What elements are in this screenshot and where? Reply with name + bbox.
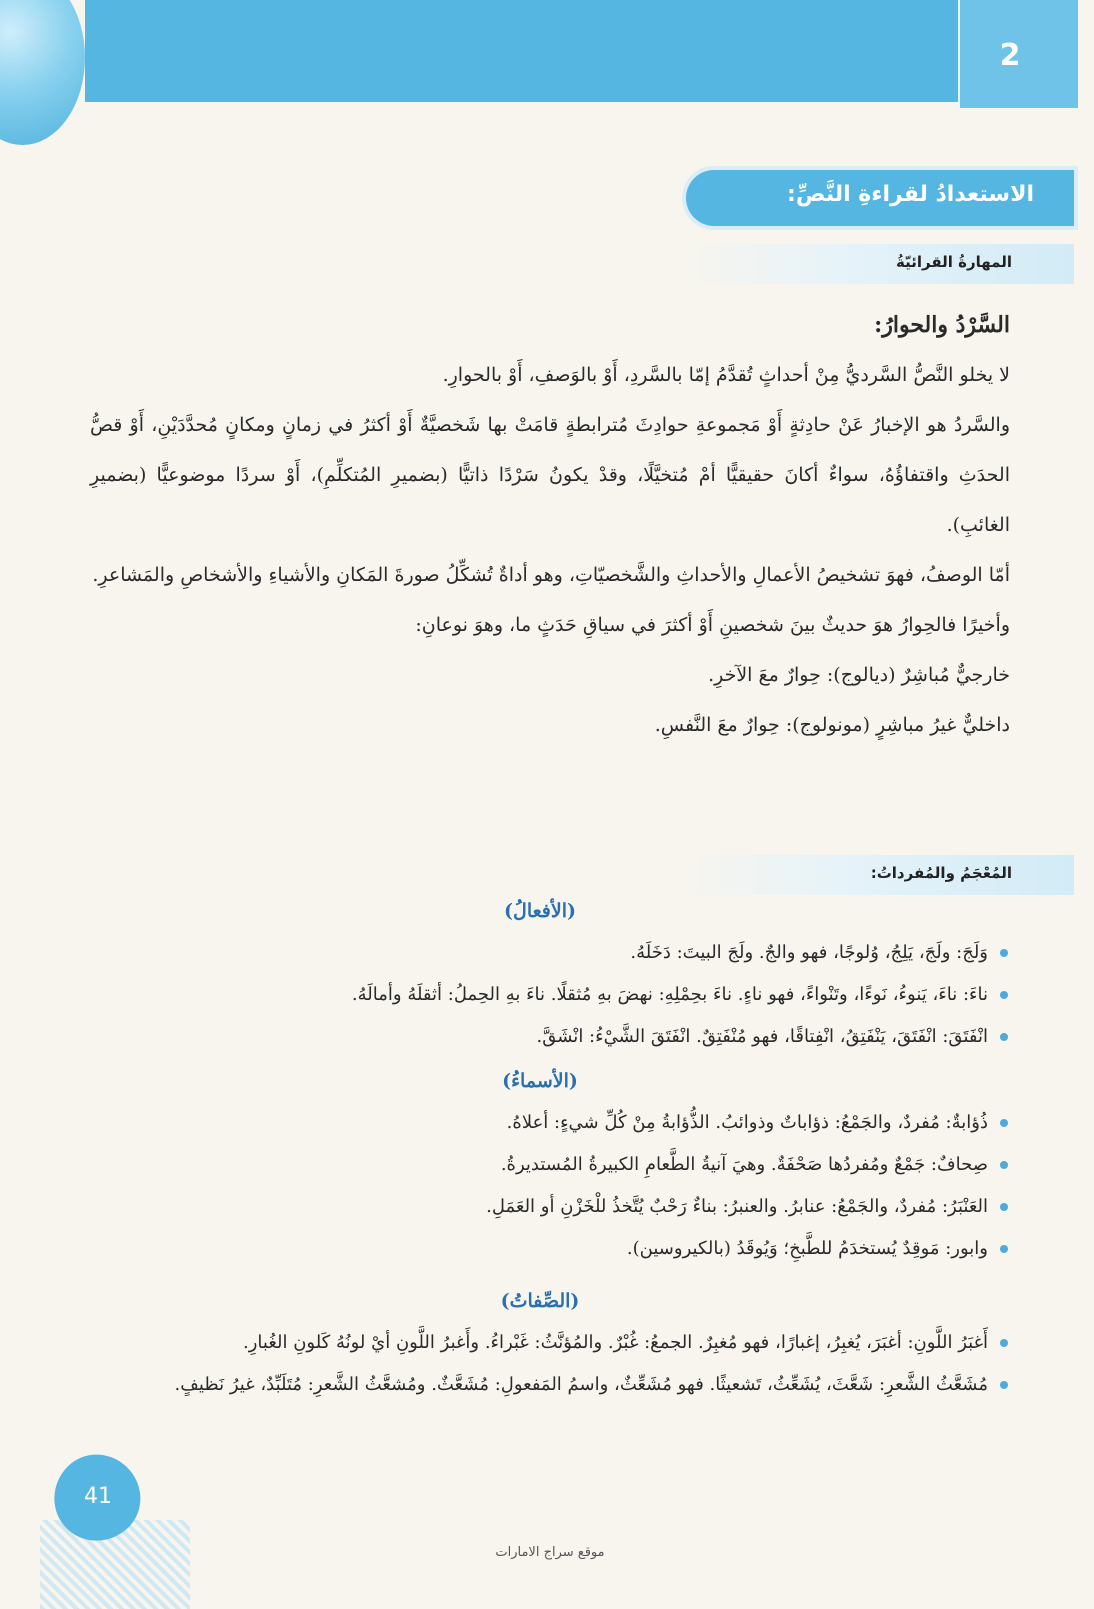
page-number: 41: [84, 1484, 112, 1509]
footer-text: موقع سراج الامارات: [495, 1545, 605, 1560]
paragraph: أمّا الوصفُ، فهوَ تشخيصُ الأعمالِ والأحداثِ والشَّخصيّاتِ، وهو أداةٌ تُشكِّلُ صورةَ المَكانِ والأشياءِ والأشخاصِ والمَشاعرِ.: [92, 564, 1010, 586]
section-title: الاستعدادُ لقراءةِ النَّصِّ:: [787, 182, 1034, 207]
adjectives-list: [70, 1322, 1010, 1406]
paragraph: خارجيٌّ مُباشِرٌ (ديالوج): حِوارٌ معَ الآخرِ.: [708, 664, 1010, 686]
list-item: العَنْبَرُ: مُفردٌ، والجَمْعُ: عنابرُ. والعنبرُ: بناءٌ رَحْبٌ يُتَّخذُ للْخَزْنِ أو العَمَلِ.: [70, 1186, 1010, 1228]
list-item: وابور: مَوقِدٌ يُستخدَمُ للطَّبخِ؛ وَيُوقَدُ (بالكيروسين).: [70, 1228, 1010, 1270]
nouns-list: [70, 1102, 1010, 1270]
unit-number: 2: [999, 38, 1021, 73]
adjectives-heading: (الصِّفاتُ): [500, 1290, 580, 1312]
list-item: صِحافٌ: جَمْعٌ ومُفردُها صَحْفَةٌ. وهيَ آنيةُ الطَّعامِ الكبيرةُ المُستديرةُ.: [70, 1144, 1010, 1186]
narration-dialogue-title: السَّرْدُ والحوارُ:: [874, 312, 1010, 338]
list-item: مُشَعَّثُ الشَّعرِ: شَعَّثَ، يُشَعِّثُ، تَشعيثًا. فهو مُشَعِّثٌ، واسمُ المَفعولِ: مُشَعَّثٌ. ومُشعَّثُ الشَّعرِ: مُتَلَبِّدٌ، غيرُ نَظيفٍ.: [70, 1364, 1010, 1406]
corner-decoration: [0, 0, 85, 145]
list-item: أَغبَرُ اللَّونِ: أغبَرَ، يُغبِرُ، إغبارًا، فهو مُغبِرٌ. الجمعُ: غُبْرٌ. والمُؤنَّثُ: غَبْراءُ. وأَغبرُ اللَّونِ أيْ لونُهُ كَلونِ الغُبارِ.: [70, 1322, 1010, 1364]
header-band: [85, 0, 1045, 102]
list-item: انْفَتَقَ: انْفَتَقَ، يَنْفَتِقُ، انْفِتاقًا، فهو مُنْفَتِقٌ. انْفَتَقَ الشَّيْءُ: انْشَقَّ.: [70, 1016, 1010, 1058]
paragraph: لا يخلو النَّصُّ السَّرديُّ مِنْ أحداثٍ تُقدَّمُ إمّا بالسَّردِ، أَوْ بالوَصفِ، أَوْ بالحوارِ.: [442, 364, 1010, 386]
reading-skill-subheading-bar: [686, 244, 1074, 284]
nouns-heading: (الأسماءُ): [502, 1070, 578, 1092]
paragraph: والسَّردُ هو الإخبارُ عَنْ حادِثةٍ أَوْ مَجموعةِ حوادِثَ مُترابطةٍ قامَتْ بها شَخصيَّةٌ أَوْ أكثرُ في زمانٍ ومكانٍ مُحدَّدَيْنِ، أَوْ قصُّ الحدَثِ واقتفاؤُهُ، سواءٌ أكانَ حقيقيًّا أمْ مُتخيَّلًا، وقدْ يكونُ سَرْدًا ذاتيًّا (بضميرِ المُتكلِّمِ)، أَوْ سردًا موضوعيًّا (بضميرِ الغائبِ).: [90, 414, 1010, 536]
section-heading: [686, 170, 1074, 226]
paragraph: داخليٌّ غيرُ مباشِرٍ (مونولوج): حِوارٌ معَ النَّفسِ.: [654, 714, 1010, 736]
vocabulary-subheading-bar: [686, 855, 1074, 895]
paragraph: وأخيرًا فالحِوارُ هوَ حديثٌ بينَ شخصينِ أَوْ أكثرَ في سياقِ حَدَثٍ ما، وهوَ نوعانِ:: [415, 614, 1010, 636]
list-item: ناءَ: ناءَ، يَنوءُ، نَوءًا، وتَنْواءً، فهو ناءٍ. ناءَ بحِمْلِهِ: نهضَ بهِ مُثقلًا. ناءَ بهِ الحِملُ: أثقلَهُ وأمالَهُ.: [70, 974, 1010, 1016]
reading-skill-body: [90, 350, 1010, 750]
vocabulary-subheading: المُعْجَمُ والمُفرداتُ:: [870, 864, 1012, 882]
verbs-heading: (الأفعالُ): [504, 900, 576, 922]
verbs-list: [70, 932, 1010, 1058]
list-item: ذُؤابةٌ: مُفردٌ، والجَمْعُ: ذؤاباتٌ وذوائبُ. الذُّؤابةُ مِنْ كُلِّ شيءٍ: أعلاهُ.: [70, 1102, 1010, 1144]
reading-skill-subheading: المهارةُ القرائيّةُ: [896, 253, 1012, 271]
list-item: وَلَجَ: ولَجَ، يَلِجُ، وُلوجًا، فهو والجٌ. ولَجَ البيتَ: دَخَلَهُ.: [70, 932, 1010, 974]
